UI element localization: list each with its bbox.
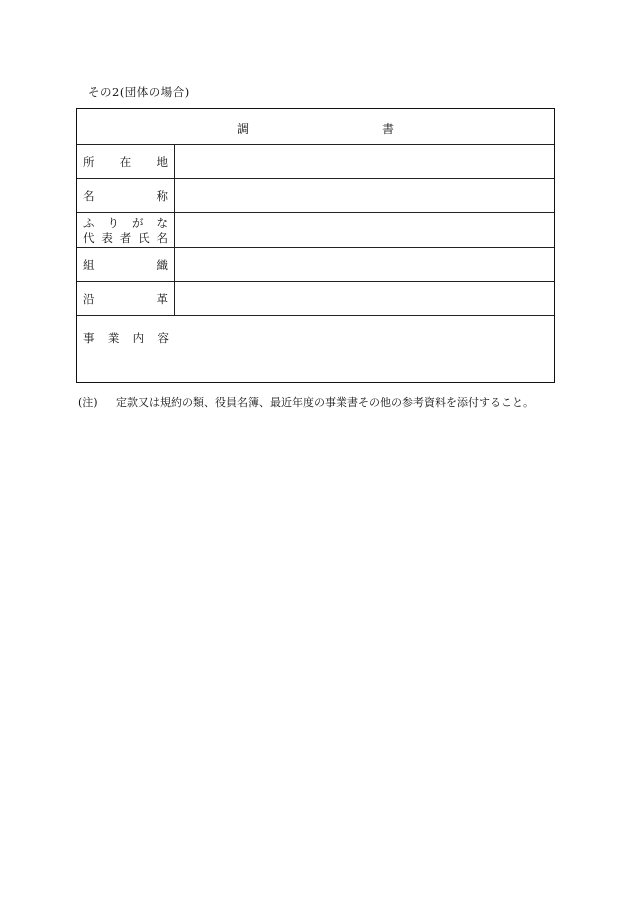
label-char: 表 — [101, 231, 113, 245]
label-history — [77, 282, 175, 315]
label-char: 称 — [156, 189, 168, 203]
value-name[interactable] — [175, 179, 554, 212]
label-char: 在 — [119, 155, 132, 169]
label-char: 革 — [156, 292, 168, 306]
label-char: 織 — [156, 258, 168, 272]
value-history[interactable] — [175, 282, 554, 315]
footnote-text: 定款又は規約の類、役員名簿、最近年度の事業書その他の参考資料を添付すること。 — [116, 396, 534, 409]
label-furigana — [83, 215, 168, 231]
label-organization — [77, 248, 175, 281]
form-title-char: 調 — [237, 122, 250, 136]
label-char: 事 — [83, 331, 95, 345]
label-char: 氏 — [138, 231, 150, 245]
row-organization — [77, 247, 554, 281]
value-location[interactable] — [175, 145, 554, 178]
footnote — [78, 394, 534, 410]
label-char: な — [156, 216, 168, 230]
label-char: ふ — [83, 216, 95, 230]
value-business[interactable] — [177, 320, 550, 378]
form-title — [77, 109, 554, 144]
label-char: 者 — [119, 231, 132, 245]
form-heading: その2(団体の場合) — [88, 85, 190, 99]
form-title-row — [77, 109, 554, 144]
label-location — [77, 145, 175, 178]
label-char: 内 — [132, 331, 145, 345]
label-char: 地 — [156, 155, 168, 169]
label-char: 代 — [83, 231, 95, 245]
label-char: り — [107, 216, 119, 230]
value-representative[interactable] — [175, 213, 554, 247]
label-char: 業 — [107, 331, 120, 345]
row-name — [77, 178, 554, 212]
row-history — [77, 281, 554, 315]
label-char: 容 — [157, 331, 169, 345]
form-title-char: 書 — [382, 122, 395, 136]
label-char: 名 — [156, 231, 168, 245]
label-char: が — [132, 216, 144, 230]
row-business — [77, 315, 554, 382]
label-char: 組 — [83, 258, 95, 272]
label-char: 所 — [83, 155, 95, 169]
row-representative — [77, 212, 554, 247]
label-name — [77, 179, 175, 212]
label-business — [83, 330, 169, 346]
label-representative — [77, 213, 175, 247]
value-organization[interactable] — [175, 248, 554, 281]
footnote-mark: (注) — [78, 396, 98, 409]
label-char: 名 — [83, 189, 95, 203]
investigation-form-table — [76, 108, 555, 383]
label-char: 沿 — [83, 292, 95, 306]
row-location — [77, 144, 554, 178]
label-representative-name — [83, 230, 168, 246]
